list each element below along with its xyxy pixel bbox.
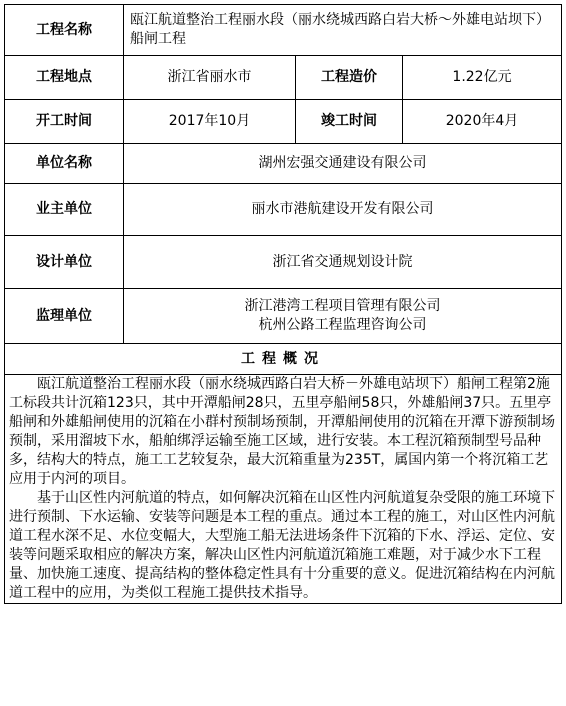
project-info-table xyxy=(4,4,562,604)
supervision-unit-2: 杭州公路工程监理咨询公司 xyxy=(258,317,427,333)
overview-paragraph-2: 基于山区性内河航道的特点，如何解决沉箱在山区性内河航道复杂受限的施工环境下进行预制、下水运输、安装等问题是本工程的重点。通过本工程的施工，对山区性内河航道工程水深不足、水位变幅大，大型施工船无法进场条件下沉箱的下水、浮运、定位、安装等问题采取相应的解决方案，解决山区性内河航道沉箱施工难题，对于减少水下工程量、加快施工速度、提高结构的整体稳定性具有十分重要的意义。促进沉箱结构在内河航道工程中的应用，为类似工程施工提供技术指导。 xyxy=(9,490,555,601)
row-supervision-unit xyxy=(5,289,562,344)
value-completion-time: 2020年4月 xyxy=(403,100,562,144)
label-owner-unit: 业主单位 xyxy=(5,184,124,236)
row-owner-unit xyxy=(5,184,562,236)
value-supervision-units xyxy=(124,289,562,344)
value-design-unit: 浙江省交通规划设计院 xyxy=(124,236,562,289)
label-location: 工程地点 xyxy=(5,56,124,100)
row-overview-body xyxy=(5,375,562,604)
row-location-cost xyxy=(5,56,562,100)
label-start-time: 开工时间 xyxy=(5,100,124,144)
value-project-name: 瓯江航道整治工程丽水段（丽水绕城西路白岩大桥～外雄电站坝下）船闸工程 xyxy=(124,5,562,56)
value-start-time: 2017年10月 xyxy=(124,100,296,144)
label-cost: 工程造价 xyxy=(296,56,403,100)
label-design-unit: 设计单位 xyxy=(5,236,124,289)
label-project-name: 工程名称 xyxy=(5,5,124,56)
row-project-name xyxy=(5,5,562,56)
label-supervision-unit: 监理单位 xyxy=(5,289,124,344)
row-overview-title xyxy=(5,344,562,375)
supervision-unit-1: 浙江港湾工程项目管理有限公司 xyxy=(244,298,441,314)
value-location: 浙江省丽水市 xyxy=(124,56,296,100)
overview-body xyxy=(5,375,562,604)
row-unit-name xyxy=(5,144,562,184)
row-design-unit xyxy=(5,236,562,289)
row-dates xyxy=(5,100,562,144)
value-cost: 1.22亿元 xyxy=(403,56,562,100)
label-unit-name: 单位名称 xyxy=(5,144,124,184)
value-owner-unit: 丽水市港航建设开发有限公司 xyxy=(124,184,562,236)
overview-paragraph-1: 瓯江航道整治工程丽水段（丽水绕城西路白岩大桥－外雄电站坝下）船闸工程第2施工标段共计沉箱123只，其中开潭船闸28只，五里亭船闸58只，外雄船闸37只。五里亭船闸和外雄船闸使用的沉箱在小群村预制场预制，开潭船闸使用的沉箱在开潭下游预制场预制，采用溜坡下水，船舶绑浮运输至施工区域，进行安装。本工程沉箱预制型号品种多，结构大的特点，施工工艺较复杂，最大沉箱重量为235T，属国内第一个将沉箱工艺应用于内河的项目。 xyxy=(9,376,555,487)
value-unit-name: 湖州宏强交通建设有限公司 xyxy=(124,144,562,184)
label-completion-time: 竣工时间 xyxy=(296,100,403,144)
overview-title: 工程概况 xyxy=(5,344,562,375)
